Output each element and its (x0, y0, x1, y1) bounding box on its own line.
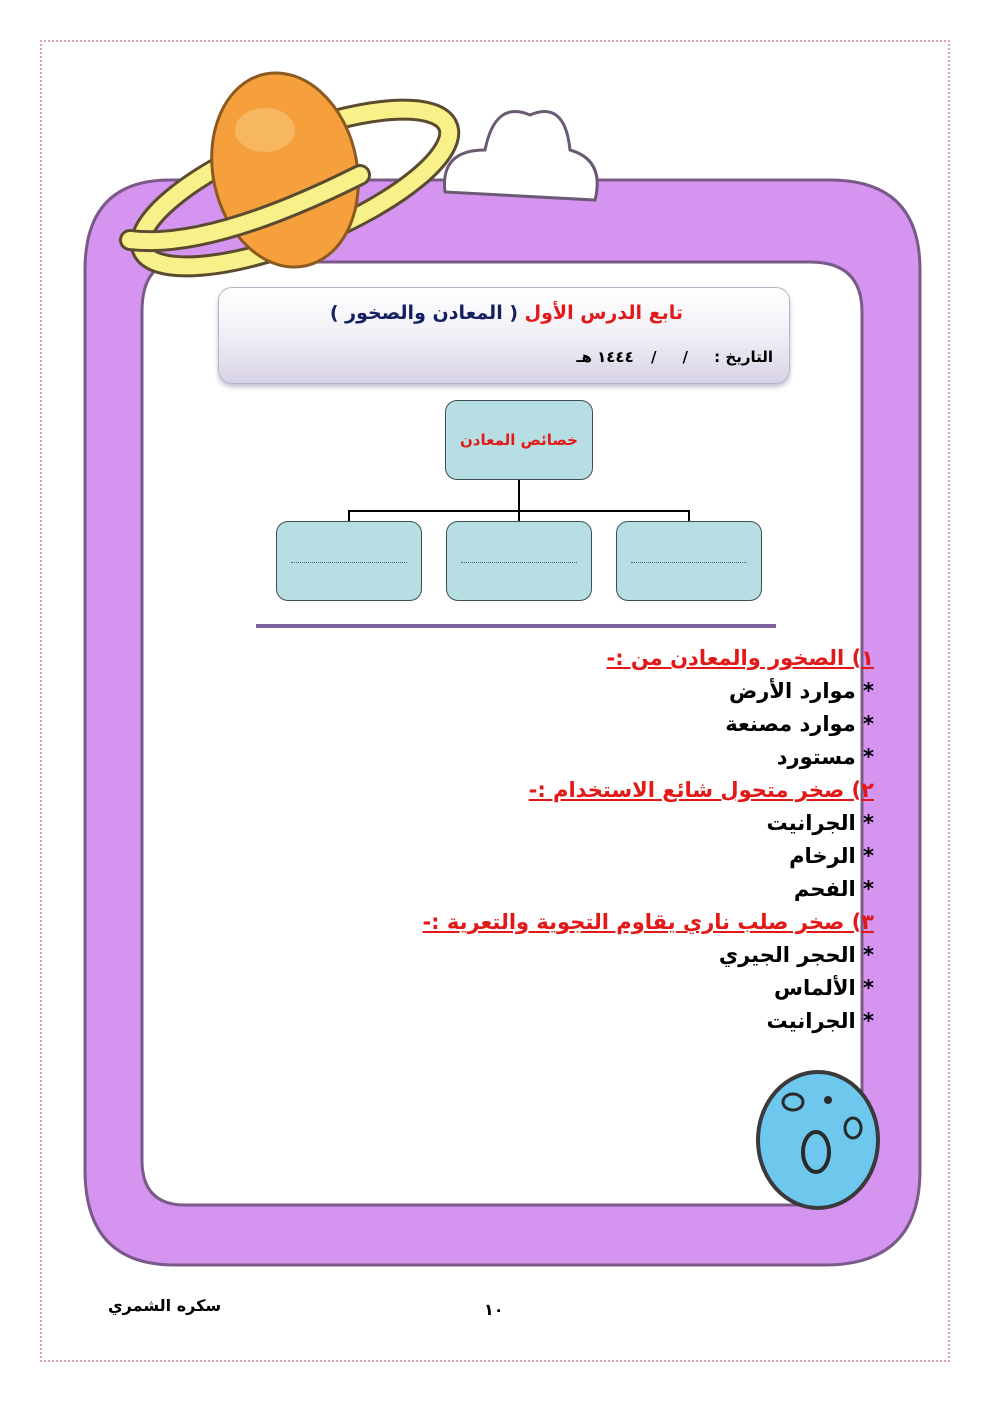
page-number: ١٠ (484, 1300, 504, 1319)
concept-map-blank-3[interactable] (276, 521, 422, 601)
fill-in-line (291, 562, 407, 563)
connector-left (348, 510, 350, 521)
lesson-title-prefix: تابع الدرس الأول (524, 302, 683, 324)
date-slashes: / / (650, 348, 689, 366)
question-heading: ١) الصخور والمعادن من :- (606, 646, 874, 670)
question-heading: ٣) صخر صلب ناري يقاوم التجوية والتعرية :- (422, 910, 874, 934)
lesson-header (218, 287, 790, 384)
date-label: التاريخ : (714, 348, 773, 366)
moon-icon (758, 1072, 878, 1208)
section-divider (256, 624, 776, 628)
answer-option[interactable]: * الجرانيت (766, 811, 874, 835)
concept-map-root (445, 400, 593, 480)
date-year: ١٤٤٤ هـ (576, 348, 634, 366)
footer-author: سكره الشمري (108, 1296, 222, 1315)
answer-option[interactable]: * الجرانيت (766, 1009, 874, 1033)
concept-map-root-label: خصائص المعادن (460, 431, 578, 449)
answer-option[interactable]: * مستورد (776, 745, 874, 769)
connector-middle (518, 510, 520, 521)
answer-option[interactable]: * الألماس (774, 976, 874, 1000)
connector-right (688, 510, 690, 521)
questions-list (394, 642, 874, 1038)
question-1 (394, 642, 874, 774)
answer-option[interactable]: * موارد مصنعة (725, 712, 874, 736)
question-heading: ٢) صخر متحول شائع الاستخدام :- (528, 778, 874, 802)
lesson-title-topic: ( المعادن والصخور ) (329, 302, 519, 324)
concept-map-blank-2[interactable] (446, 521, 592, 601)
connector-vertical-root (518, 480, 520, 511)
answer-option[interactable]: * الرخام (789, 844, 874, 868)
concept-map-blank-1[interactable] (616, 521, 762, 601)
date-line (576, 348, 773, 366)
question-3 (394, 906, 874, 1038)
cloud-shape (445, 112, 598, 200)
answer-option[interactable]: * الفحم (793, 877, 874, 901)
lesson-title (330, 302, 683, 324)
answer-option[interactable]: * موارد الأرض (728, 679, 874, 703)
fill-in-line (461, 562, 577, 563)
question-2 (394, 774, 874, 906)
fill-in-line (631, 562, 747, 563)
answer-option[interactable]: * الحجر الجيري (718, 943, 874, 967)
